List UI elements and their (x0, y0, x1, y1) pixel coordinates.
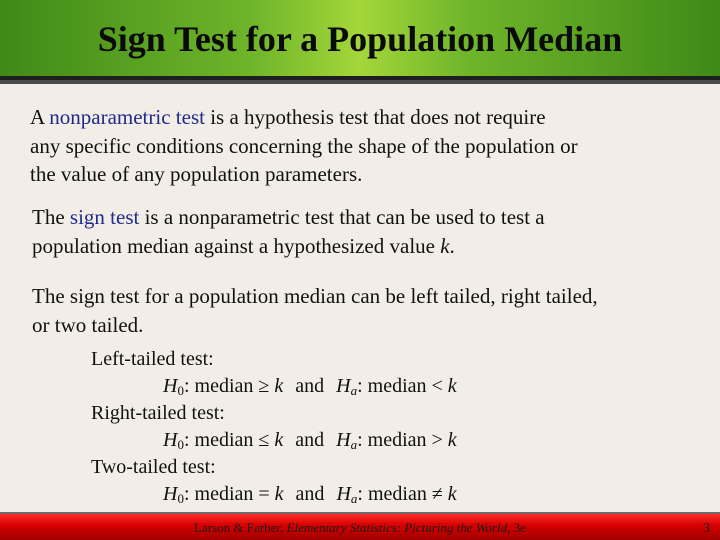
two-tailed-hypotheses: $H_0$: median = k and $H_a$: median ≠ k (163, 483, 457, 506)
two-tailed-label: Two-tailed test: (91, 456, 216, 478)
slide-title: Sign Test for a Population Median (97, 19, 623, 59)
footer-citation: Larson & Farber, Elementary Statistics: Picturing the World, 3e (194, 520, 526, 535)
page-number: 3 (703, 521, 710, 536)
left-tailed-label: Left-tailed test: (91, 348, 214, 370)
term-nonparametric-test: nonparametric test (49, 105, 205, 129)
right-tailed-hypotheses: $H_0$: median ≤ k and $H_a$: median > k (163, 429, 457, 452)
term-sign-test: sign test (69, 205, 140, 229)
paragraph-nonparametric: A nonparametric test is a hypothesis test that does not require any specific conditions concerning the shape of the population or the value of any population parameters. (30, 105, 578, 186)
left-tailed-hypotheses: $H_0$: median ≥ k and $H_a$: median < k (163, 375, 457, 398)
right-tailed-label: Right-tailed test: (91, 402, 225, 424)
paragraph-sign-test: The sign test is a nonparametric test that can be used to test a population median against a hypothesized value k. (32, 205, 545, 258)
paragraph-tails: The sign test for a population median can be left tailed, right tailed, or two tailed. (32, 284, 598, 337)
